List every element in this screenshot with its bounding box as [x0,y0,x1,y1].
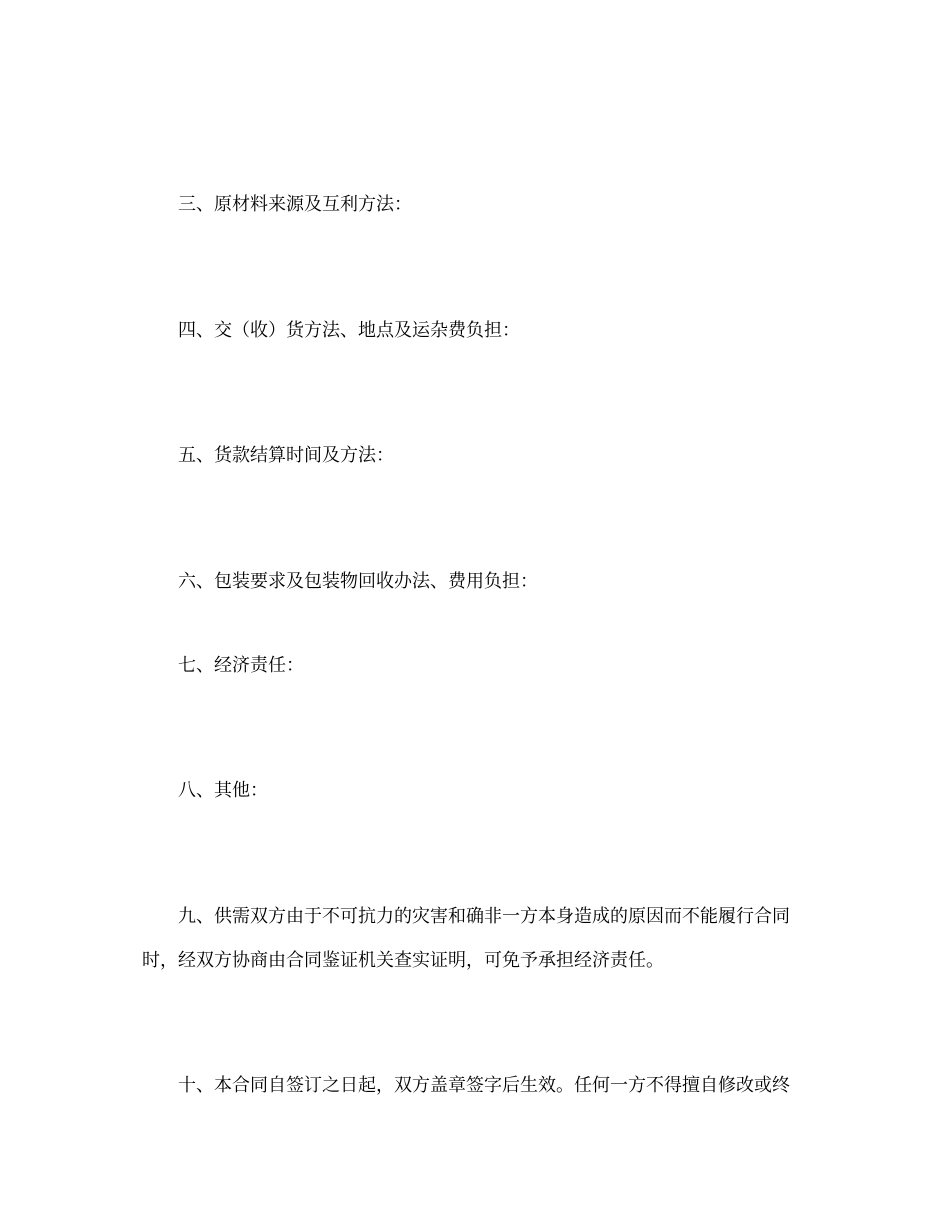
clause-7: 七、经济责任： [178,655,304,676]
clause-6: 六、包装要求及包装物回收办法、费用负担： [178,571,538,592]
clause-8: 八、其他： [178,780,268,801]
clause-5: 五、货款结算时间及方法： [178,445,394,466]
clause-10: 十、本合同自签订之日起，双方盖章签字后生效。任何一方不得擅自修改或终 [178,1075,790,1096]
clause-9-continuation: 时，经双方协商由合同鉴证机关查实证明，可免予承担经济责任。 [142,950,664,971]
clause-9: 九、供需双方由于不可抗力的灾害和确非一方本身造成的原因而不能履行合同 [178,906,790,927]
clause-3: 三、原材料来源及互利方法： [178,194,412,215]
clause-4: 四、交（收）货方法、地点及运杂费负担： [178,320,520,341]
